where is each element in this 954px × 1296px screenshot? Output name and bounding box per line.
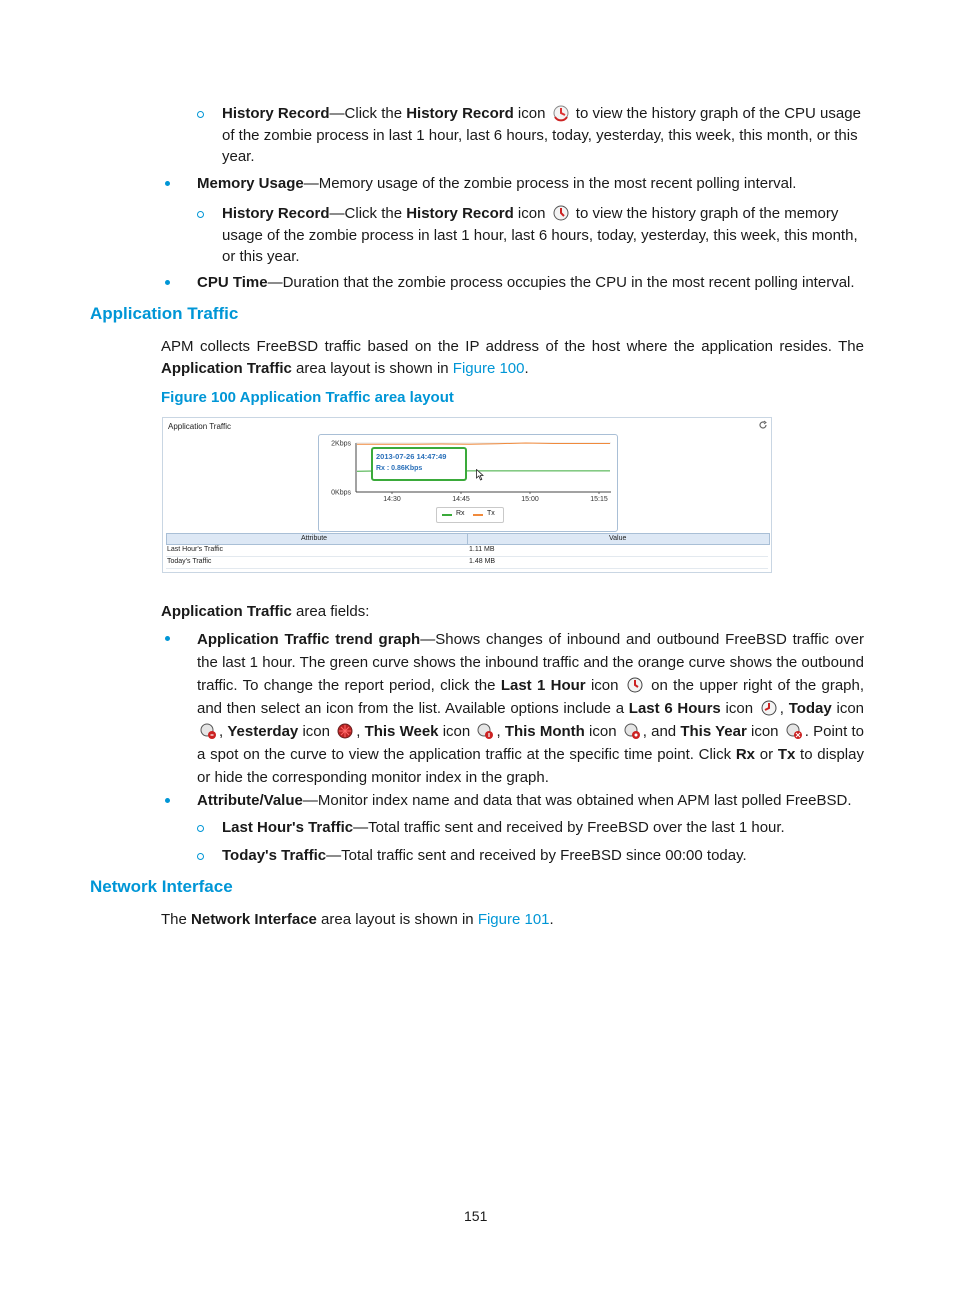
- legend-rx-swatch: [442, 514, 452, 516]
- chart-legend: [436, 507, 504, 523]
- last-hour-traffic-item: Last Hour's Traffic—Total traffic sent and received by FreeBSD over the last 1 hour.: [222, 819, 785, 836]
- table-cell-value: 1.48 MB: [469, 558, 496, 565]
- refresh-icon[interactable]: [758, 420, 768, 430]
- todays-traffic-item: Today's Traffic—Total traffic sent and received by FreeBSD since 00:00 today.: [222, 847, 747, 864]
- column-header-value: Value: [609, 535, 627, 542]
- cpu-history-record-item: History Record—Click the History Record icon to view the history graph of the CPU usage of the zombie process in last 1 hour, last 6 hours, today, yesterday, this week, this month, or this year.: [222, 105, 861, 165]
- tooltip-time: 2013-07-26 14:47:49: [376, 452, 447, 461]
- chart-container: [318, 434, 618, 532]
- this-month-icon[interactable]: [623, 722, 641, 740]
- figure-caption: Figure 100 Application Traffic area layout: [161, 389, 454, 406]
- sub-bullet-marker: [197, 111, 204, 118]
- bullet-marker: [165, 798, 170, 803]
- sub-bullet-marker: [197, 211, 204, 218]
- history-record-icon[interactable]: [552, 104, 570, 122]
- table-cell-attribute: Last Hour's Traffic: [167, 546, 224, 553]
- trend-graph-item: Application Traffic trend graph—Shows changes of inbound and outbound FreeBSD traffic over the last 1 hour. The green curve shows the inbound traffic and the orange curve shows the outbound traffic. To change the report period, click the Last 1 Hour icon on the upper right of the graph, and then select an icon from the list. Available options include a Last 6 Hours icon , Today icon , Yesterday icon , This Week icon , This Month icon , and This Year icon . Point to a spot on the curve to view the application traffic at the specific time point. Click Rx or Tx to display or hide the corresponding monitor index in the graph.: [197, 631, 865, 786]
- memory-usage-item: Memory Usage—Memory usage of the zombie process in the most recent polling interval.: [197, 175, 797, 192]
- y-tick-label: 0Kbps: [331, 489, 351, 497]
- data-point-tooltip: [371, 447, 467, 481]
- mouse-cursor-icon: [476, 469, 484, 481]
- bullet-marker: [165, 181, 170, 186]
- legend-tx[interactable]: Tx: [487, 510, 495, 517]
- memory-history-record-item: History Record—Click the History Record icon to view the history graph of the memory usage of the zombie process in last 1 hour, last 6 hours, today, yesterday, this week, this month, or this year.: [222, 205, 858, 265]
- section-heading-network-interface: Network Interface: [90, 877, 233, 896]
- section-heading-application-traffic: Application Traffic: [90, 304, 239, 323]
- legend-rx[interactable]: Rx: [456, 510, 465, 517]
- table-header: [166, 533, 770, 545]
- sub-bullet-marker: [197, 825, 204, 832]
- figure-title: Application Traffic: [168, 422, 231, 431]
- application-traffic-figure: [162, 417, 772, 573]
- tooltip-value: Rx : 0.86Kbps: [376, 465, 423, 472]
- x-tick-label: 14:45: [452, 496, 470, 503]
- table-cell-value: 1.11 MB: [469, 546, 495, 553]
- attribute-value-item: Attribute/Value—Monitor index name and data that was obtained when APM last polled FreeBSD.: [197, 792, 852, 809]
- table-row: [166, 545, 768, 557]
- y-tick-label: 2Kbps: [331, 440, 351, 448]
- page-number: 151: [464, 1208, 488, 1224]
- x-tick-label: 15:15: [590, 496, 608, 503]
- x-tick-label: 15:00: [521, 496, 539, 503]
- bullet-marker: [165, 280, 170, 285]
- table-cell-attribute: Today's Traffic: [167, 558, 212, 565]
- figure-100-link[interactable]: Figure 100: [452, 359, 525, 377]
- history-record-icon[interactable]: [552, 204, 570, 222]
- sub-bullet-marker: [197, 853, 204, 860]
- application-traffic-intro: APM collects FreeBSD traffic based on the IP address of the host where the application resides. The Application Traffic area layout is shown in Figure 100.: [161, 338, 864, 377]
- yesterday-icon[interactable]: [336, 722, 354, 740]
- today-icon[interactable]: [199, 722, 217, 740]
- this-week-icon[interactable]: [476, 722, 494, 740]
- bullet-marker: [165, 636, 170, 641]
- fields-intro: Application Traffic area fields:: [161, 603, 370, 620]
- last-1-hour-icon[interactable]: [626, 676, 644, 694]
- table-row: [166, 557, 768, 569]
- legend-tx-swatch: [473, 514, 483, 516]
- x-tick-label: 14:30: [383, 496, 401, 503]
- column-header-attribute: Attribute: [301, 535, 328, 542]
- last-6-hours-icon[interactable]: [760, 699, 778, 717]
- figure-101-link[interactable]: Figure 101: [477, 911, 550, 928]
- this-year-icon[interactable]: [785, 722, 803, 740]
- column-divider: [467, 534, 468, 544]
- cpu-time-item: CPU Time—Duration that the zombie process occupies the CPU in the most recent polling interval.: [197, 274, 855, 291]
- network-interface-intro: The Network Interface area layout is shown in Figure 101.: [161, 911, 554, 928]
